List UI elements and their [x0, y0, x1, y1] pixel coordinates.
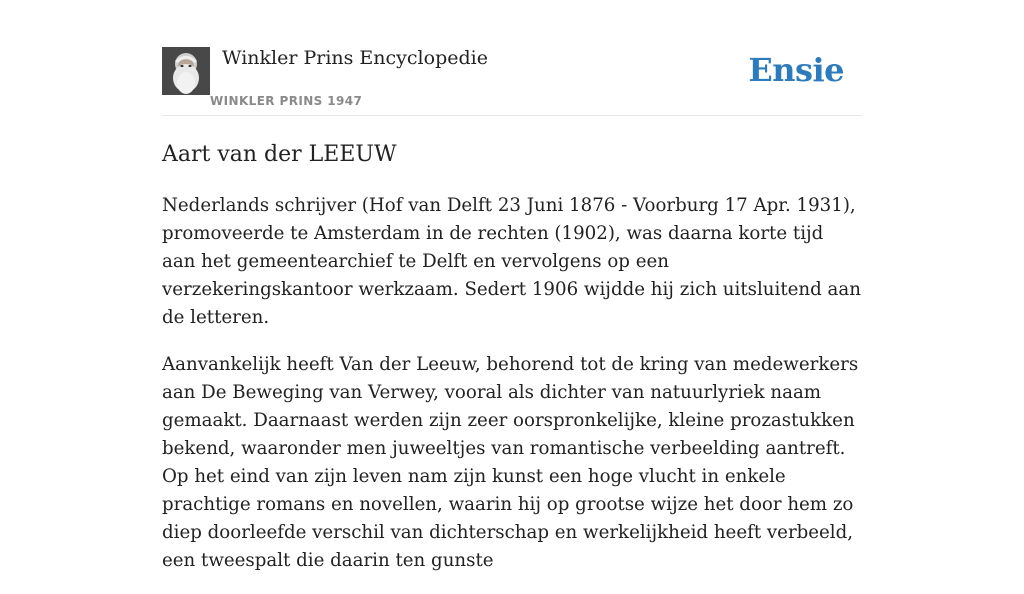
- site-name[interactable]: Winkler Prins Encyclopedie: [222, 47, 488, 69]
- site-header: [162, 0, 862, 116]
- article-body: [162, 192, 862, 594]
- page-title: Aart van der LEEUW: [162, 142, 397, 167]
- article-paragraph: Nederlands schrijver (Hof van Delft 23 Juni 1876 - Voorburg 17 Apr. 1931), promoveerde te Amsterdam in de rechten (1902), was daarna korte tijd aan het gemeentearchief te Delft en vervolgens op een verzekeringskantoor werkzaam. Sedert 1906 wijdde hij zich uitsluitend aan de letteren.: [162, 195, 861, 328]
- article-paragraph: Aanvankelijk heeft Van der Leeuw, behorend tot de kring van medewerkers aan De Beweging van Verwey, vooral als dichter van natuurlyriek naam gemaakt. Daarnaast werden zijn zeer oorspronkelijke, kleine prozastukken bekend, waaronder men juweeltjes van romantische verbeelding aantreft. Op het eind van zijn leven nam zijn kunst een hoge vlucht in enkele prachtige romans en novellen, waarin hij op grootse wijze het door hem zo diep doorleefde verschil van dichterschap en werkelijkheid heeft verbeeld, een tweespalt die daarin ten gunste: [162, 354, 859, 571]
- edition-label: WINKLER PRINS 1947: [210, 94, 363, 108]
- bearded-man-portrait-icon: [162, 47, 210, 95]
- avatar[interactable]: [162, 47, 210, 95]
- ensie-logo[interactable]: Ensie: [748, 51, 844, 89]
